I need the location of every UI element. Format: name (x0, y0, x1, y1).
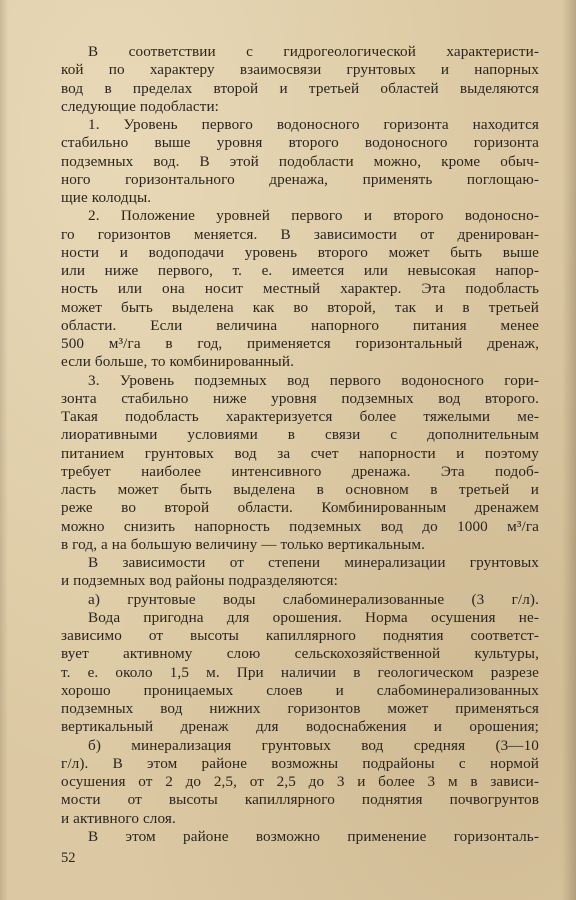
text-line: требует наиболее интенсивного дренажа. Эта подоб- (61, 462, 539, 480)
text-line: если больше, то комбинированный. (61, 353, 294, 371)
text-line: щие колодцы. (61, 189, 152, 206)
text-line: 500 м³/га в год, применяется горизонтальный дренаж, (61, 335, 539, 352)
page-shadow-left (0, 0, 8, 900)
text-line: ность или она носит местный характер. Эта подобласть (61, 280, 539, 298)
text-line: 3. Уровень подземных вод первого водоносного гори- (88, 371, 539, 389)
text-line: Вода пригодна для орошения. Норма осушения не- (88, 608, 539, 626)
text-line: го горизонтов меняется. В зависимости от дренирован- (61, 225, 539, 243)
text-line: кой по характеру взаимосвязи грунтовых и напорных (61, 61, 539, 79)
text-line: стабильно выше уровня второго водоносного горизонта (61, 134, 539, 152)
text-line: вует активному слою сельскохозяйственной культуры, (61, 645, 539, 663)
text-line: 1. Уровень первого водоносного горизонта находится (88, 116, 539, 133)
text-line: вод в пределах второй и третьей областей выделяются (61, 79, 539, 97)
text-line: или ниже первого, т. е. имеется или невысокая напор- (61, 262, 539, 279)
text-line: ласть может быть выделена в основном в третьей и (61, 481, 539, 498)
text-line: зонта стабильно ниже уровня подземных вод второго. (61, 389, 539, 407)
text-line: и активного слоя. (61, 809, 176, 827)
text-line: и подземных вод районы подразделяются: (61, 572, 338, 590)
text-line: подземных вод. В этой подобласти можно, кроме обыч- (61, 152, 539, 170)
body-text (61, 43, 539, 846)
text-line: области. Если величина напорного питания менее (61, 316, 539, 334)
text-line: Такая подобласть характеризуется более тяжелыми ме- (61, 408, 539, 425)
text-line: а) грунтовые воды слабоминерализованные (3 г/л). (88, 590, 539, 608)
text-line: В соответствии с гидрогеологической характеристи- (88, 43, 539, 60)
page-shadow-right (562, 0, 576, 900)
text-line: можно снизить напорность подземных вод до 1000 м³/га (61, 517, 539, 535)
text-line: в год, а на большую величину — только вертикальным. (61, 535, 426, 553)
text-line: может быть выделена как во второй, так и в третьей (61, 298, 539, 316)
text-line: зависимо от высоты капиллярного поднятия соответст- (61, 627, 539, 644)
text-line: мости от высоты капиллярного поднятия почвогрунтов (61, 791, 539, 809)
text-line: В этом районе возможно применение горизонталь- (88, 827, 539, 845)
text-line: реже во второй области. Комбинированным дренажем (61, 499, 539, 517)
text-line: В зависимости от степени минерализации грунтовых (88, 554, 539, 571)
page-number: 52 (61, 850, 76, 866)
text-line: осушения от 2 до 2,5, от 2,5 до 3 и более 3 м в зависи- (61, 773, 539, 790)
text-line: хорошо проницаемых слоев и слабоминерализованных (61, 681, 539, 699)
text-line: вертикальный дренаж для водоснабжения и орошения; (61, 718, 539, 736)
text-line: т. е. около 1,5 м. При наличии в геологическом разрезе (61, 663, 539, 681)
text-line: следующие подобласти: (61, 97, 219, 115)
text-line: ности и водоподачи уровень второго может быть выше (61, 243, 539, 261)
text-line: 2. Положение уровней первого и второго водоносно- (88, 207, 539, 225)
text-line: питанием грунтовых вод за счет напорности и поэтому (61, 444, 539, 462)
text-line: ного горизонтального дренажа, применять поглощаю- (61, 170, 539, 188)
text-line: б) минерализация грунтовых вод средняя (3—10 (88, 736, 539, 754)
text-line: г/л). В этом районе возможны подрайоны с нормой (61, 754, 539, 772)
text-line: подземных вод нижних горизонтов может применяться (61, 700, 539, 717)
text-line: лиоративными условиями в связи с дополнительным (61, 426, 539, 444)
